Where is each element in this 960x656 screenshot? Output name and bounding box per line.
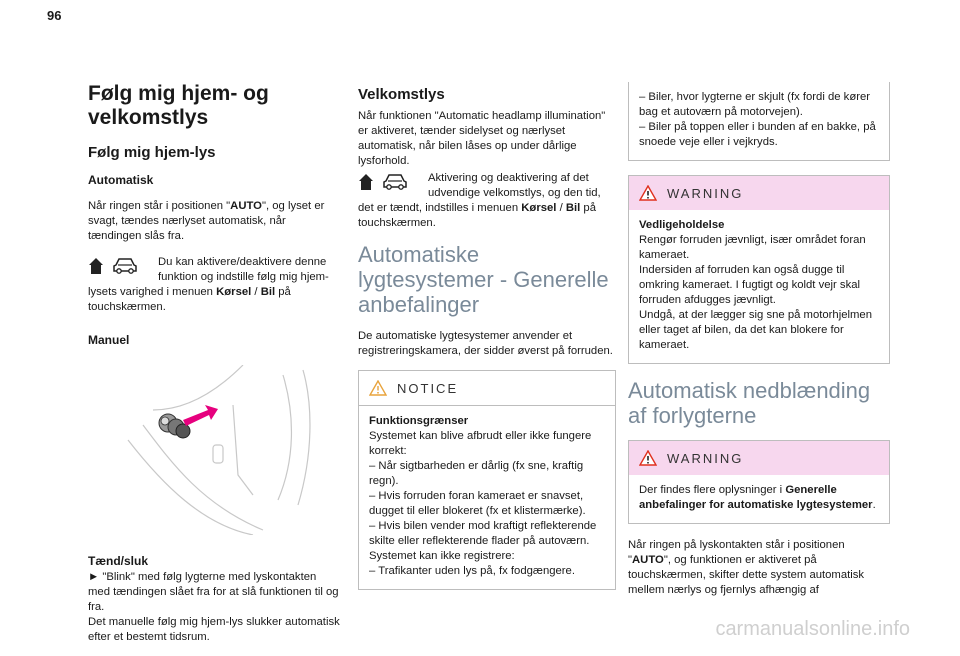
notice-header — [359, 371, 615, 405]
subsection-heading: Tænd/sluk — [88, 554, 149, 568]
notice-triangle-icon — [369, 380, 387, 396]
section-heading: Følg mig hjem-lys — [88, 144, 216, 161]
notice-body — [359, 405, 615, 589]
notice-line: – Hvis forruden foran kameraet er snavset, dugget til eller blokeret (fx et klistermærke). — [369, 490, 586, 517]
notice-line: – Når sigtbarheden er dårlig (fx sne, kraftig regn). — [369, 460, 584, 487]
warning-header — [629, 441, 889, 475]
warning-label: WARNING — [667, 450, 744, 466]
page-title: Følg mig hjem- og velkomstlys — [88, 82, 269, 129]
warning-body — [629, 210, 889, 363]
paragraph: De automatiske lygtesystemer anvender et registreringskamera, der sidder øverst på forruden. — [358, 330, 613, 357]
column-1 — [88, 82, 340, 656]
notice-line: – Hvis bilen vender mod kraftigt reflekterende skilte eller reflekterende flader på autoværn. — [369, 520, 597, 547]
page-number: 96 — [47, 8, 62, 23]
paragraph: Når ringen står i positionen "AUTO", og lyset er svagt, tændes nærlyset automatisk, når tændingen slås fra. — [88, 200, 325, 242]
warning-triangle-icon — [639, 185, 657, 201]
warning-line: Rengør forruden jævnligt, især området foran kameraet. — [639, 234, 866, 261]
icon-group — [358, 171, 428, 193]
paragraph: Når funktionen "Automatic headlamp illumination" er aktiveret, tænder sidelyset og nærlyset automatisk, når bilen låses op under dårlige lysforhold. — [358, 110, 606, 167]
icon-group — [88, 255, 158, 277]
column-2 — [358, 82, 616, 604]
watermark: carmanualsonline.info — [715, 618, 910, 640]
icon-paragraph: Aktivering og deaktivering af det udvendige velkomstlys, og den tid, det er tændt, indstilles i menuen Kørsel / Bil på touchskærmen. — [358, 172, 601, 229]
home-icon — [88, 257, 104, 275]
warning-line: Undgå, at der lægger sig sne på motorhjelmen eller taget af bilen, da det kan blokere for kameraet. — [639, 309, 872, 351]
warning-header — [629, 176, 889, 210]
warning-box — [628, 175, 890, 364]
subsection-heading: Automatisk — [88, 173, 154, 187]
warning-line: Der findes flere oplysninger i Generelle anbefalinger for automatiske lygtesystemer. — [639, 484, 876, 511]
paragraph: Det manuelle følg mig hjem-lys slukker automatisk efter et bestemt tidsrum. — [88, 616, 340, 643]
subsection-heading: Manuel — [88, 333, 130, 347]
section-heading: Automatisk nedblænding af forlygterne — [628, 378, 871, 428]
notice-label: NOTICE — [397, 380, 459, 396]
section-heading: Automatiske lygtesystemer - Generelle anbefalinger — [358, 242, 609, 317]
warning-box — [628, 440, 890, 524]
steering-wheel-illustration — [113, 365, 313, 535]
list-item: – Biler, hvor lygterne er skjult (fx fordi de kører bag et autoværn på motorvejen). — [639, 91, 871, 118]
home-icon — [358, 173, 374, 191]
warning-label: WARNING — [667, 185, 744, 201]
section-heading: Velkomstlys — [358, 86, 445, 103]
notice-line: Systemet kan ikke registrere: — [369, 550, 515, 562]
list-item: – Biler på toppen eller i bunden af en bakke, på snoede veje eller i vejkryds. — [639, 121, 876, 148]
continued-box — [628, 82, 890, 161]
warning-line: Indersiden af forruden kan også dugge til omkring kameraet. I fugtigt og koldt vejr skal forruden afdugges jævnligt. — [639, 264, 861, 306]
paragraph: ► "Blink" med følg lygterne med lyskontakten med tændingen slået fra for at slå funktionen til og fra. — [88, 571, 339, 613]
car-icon — [112, 257, 138, 275]
notice-box — [358, 370, 616, 590]
warning-triangle-icon — [639, 450, 657, 466]
warning-body — [629, 475, 889, 523]
arrow-icon — [183, 405, 218, 426]
column-3 — [628, 82, 890, 609]
paragraph: Når ringen på lyskontakten står i positionen "AUTO", og funktionen er aktiveret på touchskærmen, skifter dette system automatisk mellem nærlys og fjernlys afhængig af — [628, 539, 865, 596]
notice-line: – Trafikanter uden lys på, fx fodgængere. — [369, 565, 575, 577]
icon-paragraph: Du kan aktivere/deaktivere denne funktion og indstille følg mig hjem-lysets varighed i menuen Kørsel / Bil på touchskærmen. — [88, 256, 329, 313]
warning-title: Vedligeholdelse — [639, 219, 725, 231]
notice-line: Systemet kan blive afbrudt eller ikke fungere korrekt: — [369, 430, 592, 457]
car-icon — [382, 173, 408, 191]
continued-body — [629, 82, 889, 160]
notice-title: Funktionsgrænser — [369, 415, 469, 427]
